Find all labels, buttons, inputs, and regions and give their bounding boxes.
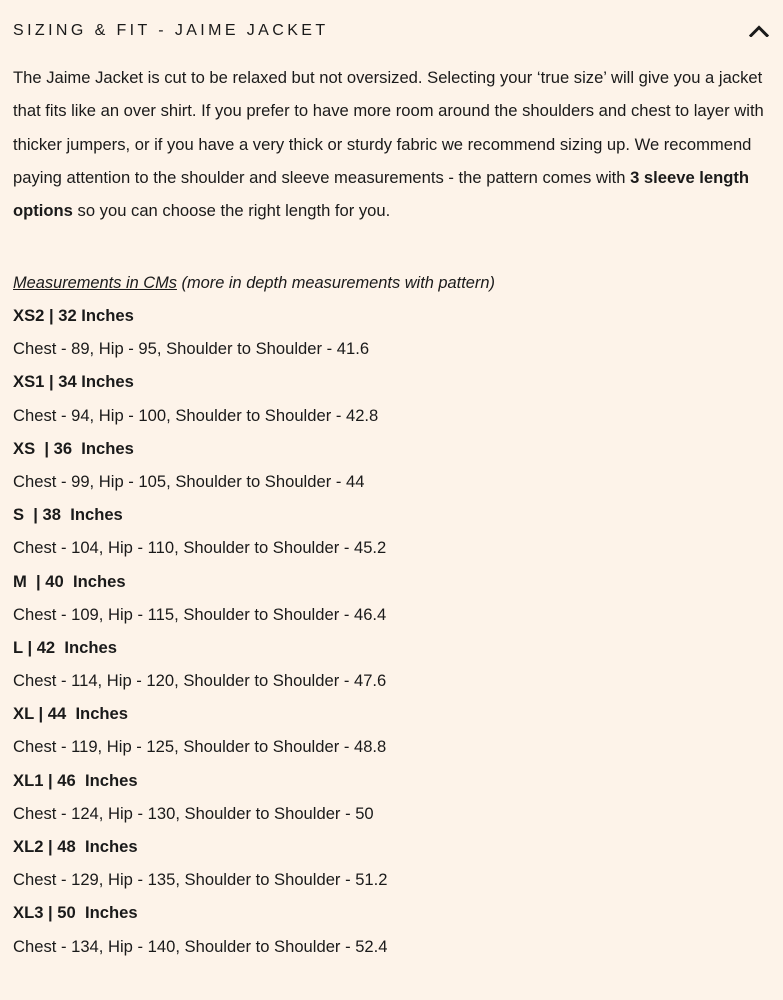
measurements-note: (more in depth measurements with pattern): [176, 274, 495, 292]
size-entry: [13, 896, 773, 962]
size-entry: [13, 764, 773, 830]
size-entry: [13, 498, 773, 564]
chevron-up-icon[interactable]: [748, 23, 770, 39]
size-label: XL3 | 50 Inches: [13, 903, 138, 923]
size-measurements: Chest - 134, Hip - 140, Shoulder to Shoulder - 52.4: [13, 936, 388, 956]
size-measurements: Chest - 89, Hip - 95, Shoulder to Shoulder - 41.6: [13, 339, 370, 359]
size-label: XS | 36 Inches: [13, 438, 134, 458]
size-entry: [13, 830, 773, 896]
size-entry: [13, 631, 773, 697]
size-label: XS1 | 34 Inches: [13, 372, 134, 392]
measurements-title: Measurements in CMs: [13, 274, 177, 292]
size-measurements: Chest - 94, Hip - 100, Shoulder to Shoulder - 42.8: [13, 405, 379, 425]
size-list: [13, 299, 773, 963]
size-label: S | 38 Inches: [13, 505, 123, 525]
size-measurements: Chest - 114, Hip - 120, Shoulder to Shoulder - 47.6: [13, 671, 387, 691]
size-entry: [13, 299, 773, 365]
size-measurements: Chest - 124, Hip - 130, Shoulder to Shoulder - 50: [13, 803, 374, 823]
fit-description-end: so you can choose the right length for you.: [72, 201, 391, 221]
size-measurements: Chest - 119, Hip - 125, Shoulder to Shoulder - 48.8: [13, 737, 387, 757]
sleeve-options-highlight: 3 sleeve length options: [13, 167, 750, 221]
size-measurements: Chest - 99, Hip - 105, Shoulder to Shoulder - 44: [13, 471, 365, 491]
accordion-title: SIZING & FIT - JAIME JACKET: [13, 22, 329, 39]
size-entry: [13, 697, 773, 763]
size-label: L | 42 Inches: [13, 637, 117, 657]
measurements-heading: [13, 268, 773, 298]
size-entry: [13, 432, 773, 498]
size-label: XL1 | 46 Inches: [13, 770, 138, 790]
size-label: XL2 | 48 Inches: [13, 837, 138, 856]
size-measurements: Chest - 129, Hip - 135, Shoulder to Shoulder - 51.2: [13, 870, 388, 890]
fit-description: [13, 61, 773, 227]
size-measurements: Chest - 104, Hip - 110, Shoulder to Shoulder - 45.2: [13, 538, 387, 558]
size-label: M | 40 Inches: [13, 571, 126, 591]
fit-description-text: The Jaime Jacket is cut to be relaxed but not oversized. Selecting your ‘true size’ will give you a jacket that fits like an over shirt. If you prefer to have more room around the shoulders and chest to layer with thicker jumpers, or if you have a very thick or sturdy fabric we recommend sizing up. We recommend paying attention to the shoulder and sleeve measurements - the pattern comes with: [13, 68, 764, 187]
accordion-header[interactable]: [13, 18, 770, 44]
size-label: XL | 44 Inches: [13, 704, 129, 724]
size-entry: [13, 365, 773, 431]
size-measurements: Chest - 109, Hip - 115, Shoulder to Shoulder - 46.4: [13, 604, 387, 624]
size-entry: [13, 565, 773, 631]
size-label: XS2 | 32 Inches: [13, 306, 134, 325]
